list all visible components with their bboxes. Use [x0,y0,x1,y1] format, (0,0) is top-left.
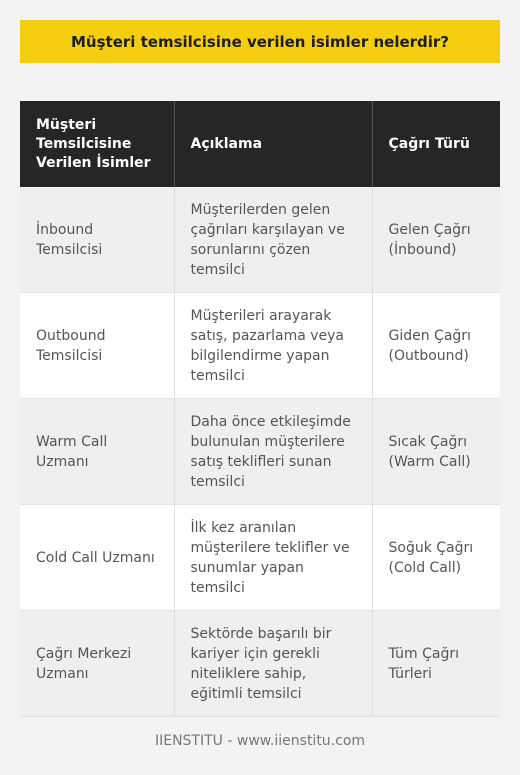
cell-name: İnbound Temsilcisi [20,187,174,293]
cell-description: Müşterilerden gelen çağrıları karşılayan ve sorunlarını çözen temsilci [174,187,372,293]
cell-call-type: Giden Çağrı (Outbound) [372,293,500,399]
cell-call-type: Gelen Çağrı (İnbound) [372,187,500,293]
cell-name: Warm Call Uzmanı [20,399,174,505]
page-title: Müşteri temsilcisine verilen isimler nelerdir? [70,32,450,51]
names-table [20,101,500,717]
header-call-type: Çağrı Türü [372,101,500,187]
table-row [20,187,500,293]
cell-description: İlk kez aranılan müşterilere teklifler ve sunumlar yapan temsilci [174,505,372,611]
footer-credit: IIENSTITU - www.iienstitu.com [154,733,366,749]
table-row [20,293,500,399]
cell-description: Daha önce etkileşimde bulunulan müşterilere satış teklifleri sunan temsilci [174,399,372,505]
table-row [20,505,500,611]
cell-name: Cold Call Uzmanı [20,505,174,611]
table-header-row [20,101,500,187]
cell-name: Çağrı Merkezi Uzmanı [20,611,174,717]
cell-call-type: Soğuk Çağrı (Cold Call) [372,505,500,611]
cell-name: Outbound Temsilcisi [20,293,174,399]
table-row [20,611,500,717]
table-row [20,399,500,505]
cell-description: Müşterileri arayarak satış, pazarlama veya bilgilendirme yapan temsilci [174,293,372,399]
header-names: Müşteri Temsilcisine Verilen İsimler [20,101,174,187]
cell-call-type: Tüm Çağrı Türleri [372,611,500,717]
header-description: Açıklama [174,101,372,187]
cell-call-type: Sıcak Çağrı (Warm Call) [372,399,500,505]
title-banner [20,20,500,63]
cell-description: Sektörde başarılı bir kariyer için gerekli niteliklere sahip, eğitimli temsilci [174,611,372,717]
